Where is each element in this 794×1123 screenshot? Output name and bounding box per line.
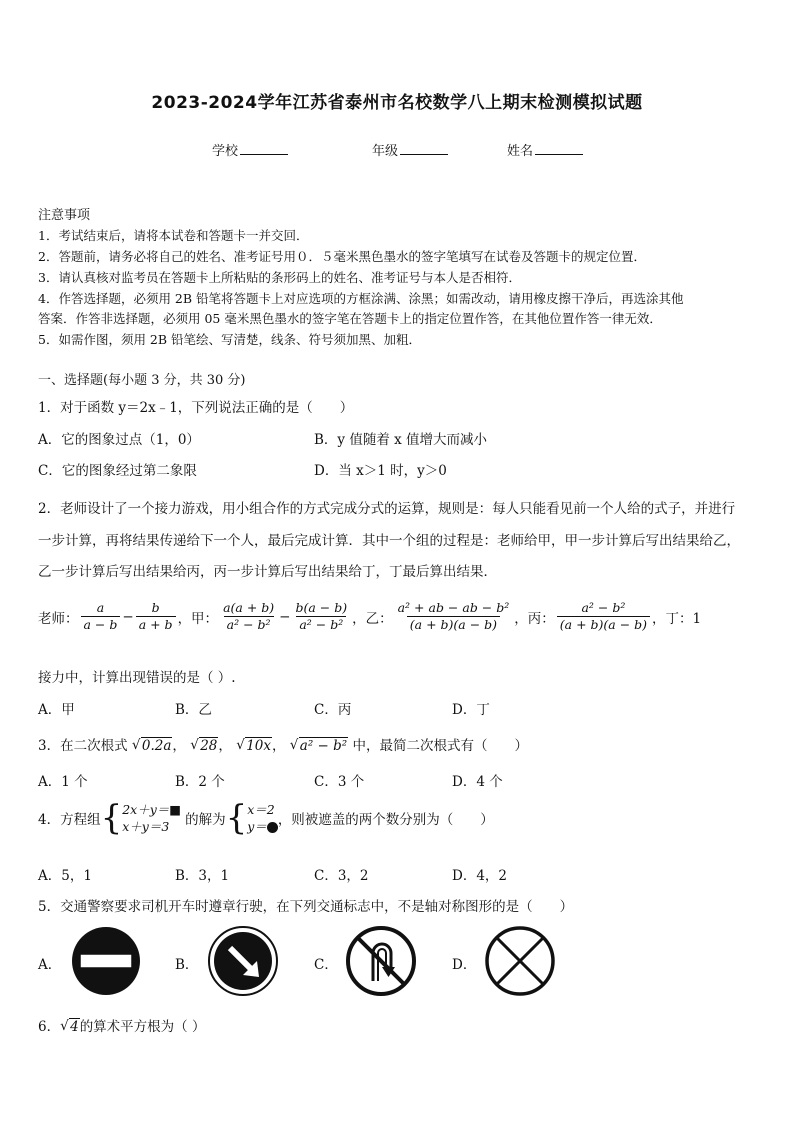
q6-stem: 6．√ 4的算术平方根为（ ） [38, 1015, 205, 1035]
note-4-cont: 答案．作答非选择题，必须用 05 毫米黑色墨水的签字笔在答题卡上的指定位置作答，在其他位置作答一律无效． [38, 311, 662, 326]
no-stopping-sign-icon [484, 925, 556, 997]
note-4: 4．作答选择题，必须用 2B 铅笔将答题卡上对应选项的方框涂满、涂黑；如需改动，请用橡皮擦干净后，再选涂其他 [38, 291, 684, 306]
q1-stem: 1．对于函数 y＝2x﹣1，下列说法正确的是（ ） [38, 400, 354, 416]
section-heading: 一、选择题(每小题 3 分，共 30 分) [38, 373, 246, 388]
grade-blank [400, 142, 448, 155]
no-u-turn-sign-icon [345, 925, 417, 997]
equation-2: x＋y＝3 [122, 819, 170, 834]
radical: √ 4 [60, 1019, 80, 1035]
q5-option-c: C． [314, 957, 338, 973]
solution-x: x＝2 [247, 802, 275, 817]
q3-option-b: B．2 个 [175, 774, 225, 790]
q1-option-c: C．它的图象经过第二象限 [38, 463, 197, 479]
q3-option-d: D．4 个 [452, 774, 503, 790]
q2-expression-row: 老师： $\frac{a}{a - b}$ − $\frac{b}{a + b}$ ，甲： $\frac{a(a + b)}{\text{a² − b²}}$ − $\frac{b(a - b)}{\text{a² − b²}}$ ，乙： $\frac{\text{a² + ab − ab − b²}}{(a + b)(a - b)}$ ，丙： $\frac{\text{a² − b²}}{(a + b)(a - b)}$ ，丁：1 [38, 600, 702, 632]
q4-option-c: C．3，2 [314, 868, 369, 884]
solution-y: y＝ [247, 819, 267, 834]
q2-option-a: A．甲 [38, 702, 75, 718]
q5-stem: 5．交通警察要求司机开车时遵章行驶，在下列交通标志中，不是轴对称图形的是（ ） [38, 899, 574, 915]
radical: √ 10x [236, 738, 272, 754]
name-blank [535, 142, 583, 155]
left-brace: { [225, 798, 248, 838]
q1-option-b: B．y 值随着 x 值增大而减小 [314, 432, 488, 448]
q1-option-a: A．它的图象过点（1，0） [38, 432, 200, 448]
note-2: 2．答题前，请务必将自己的姓名、准考证号用０．５毫米黑色墨水的签字笔填写在试卷及答题卡的规定位置． [38, 249, 646, 264]
q5-option-d: D． [452, 957, 477, 973]
note-5: 5．如需作图，须用 2B 铅笔绘、写清楚，线条、符号须加黑、加粗． [38, 332, 422, 347]
q2-option-c: C．丙 [314, 702, 352, 718]
covered-dot-icon [267, 822, 278, 833]
q3-option-a: A．1 个 [38, 774, 88, 790]
note-3: 3．请认真核对监考员在答题卡上所粘贴的条形码上的姓名、准考证号与本人是否相符． [38, 270, 521, 285]
q4-option-d: D．4，2 [452, 868, 508, 884]
q2-option-d: D．丁 [452, 702, 490, 718]
solution-system [247, 801, 278, 835]
q2-teacher-label: 老师： [38, 610, 79, 627]
q2-line-3: 乙一步计算后写出结果给丙，丙一步计算后写出结果给丁，丁最后算出结果． [38, 564, 497, 580]
q2-line-1: 2．老师设计了一个接力游戏，用小组合作的方式完成分式的运算，规则是：每人只能看见前一个人给的式子，并进行 [38, 501, 736, 517]
name-field: 姓名 [507, 140, 583, 159]
q3-stem: 3．在二次根式 √ 0.2a， √ 28， √ 10x， √ a² − b² 中，最简二次根式有（ ） [38, 734, 528, 754]
note-1: 1．考试结束后，请将本试卷和答题卡一并交回． [38, 228, 309, 243]
fraction: $\frac{b}{a + b}$ [136, 600, 176, 633]
equation-1: 2x＋y＝■ [122, 802, 182, 817]
fraction: $\frac{b(a - b)}{\text{a² − b²}}$ [295, 600, 348, 632]
fraction: $\frac{a}{a - b}$ [81, 600, 121, 633]
page-title: 2023-2024学年江苏省泰州市名校数学八上期末检测模拟试题 [151, 93, 643, 113]
left-brace: { [100, 798, 123, 838]
q4-option-a: A．5，1 [38, 868, 92, 884]
q2-ding-label: ，丁：1 [652, 610, 702, 627]
q2-line-2: 一步计算，再将结果传递给下一个人，最后完成计算．其中一个组的过程是：老师给甲，甲一步计算后写出结果给乙， [38, 533, 740, 549]
q2-yi-label: ，乙： [352, 610, 393, 627]
grade-field: 年级 [372, 140, 448, 159]
q2-bing-label: ，丙： [514, 610, 555, 627]
radical: √ a² − b² [290, 738, 348, 754]
radical: √ 0.2a [132, 738, 173, 754]
equation-system [122, 801, 181, 835]
q5-option-b: B． [175, 957, 199, 973]
no-entry-sign-icon [70, 925, 142, 997]
radical: √ 28 [190, 738, 218, 754]
q2-option-b: B．乙 [175, 702, 212, 718]
q1-option-d: D．当 x＞1 时，y＞0 [314, 463, 447, 479]
q3-option-c: C．3 个 [314, 774, 365, 790]
q2-question: 接力中，计算出现错误的是（ ）. [38, 670, 236, 686]
q4-stem: 4．方程组 { 2x＋y＝■ x＋y＝3 的解为 { x＝2 y＝ ，则被遮盖的两个数分别为（ ） [38, 798, 494, 838]
q4-option-b: B．3，1 [175, 868, 230, 884]
arrow-sign-icon [207, 925, 279, 997]
notes-heading: 注意事项 [38, 208, 91, 223]
q5-option-a: A． [38, 957, 62, 973]
q2-jia-label: ，甲： [177, 610, 219, 627]
fraction: $\frac{\text{a² − b²}}{(a + b)(a - b)}$ [557, 600, 650, 633]
school-field: 学校 [212, 140, 288, 159]
fraction: $\frac{\text{a² + ab − ab − b²}}{(a + b)(a - b)}$ [397, 600, 510, 632]
fraction: $\frac{a(a + b)}{\text{a² − b²}}$ [223, 600, 275, 632]
school-blank [240, 142, 288, 155]
